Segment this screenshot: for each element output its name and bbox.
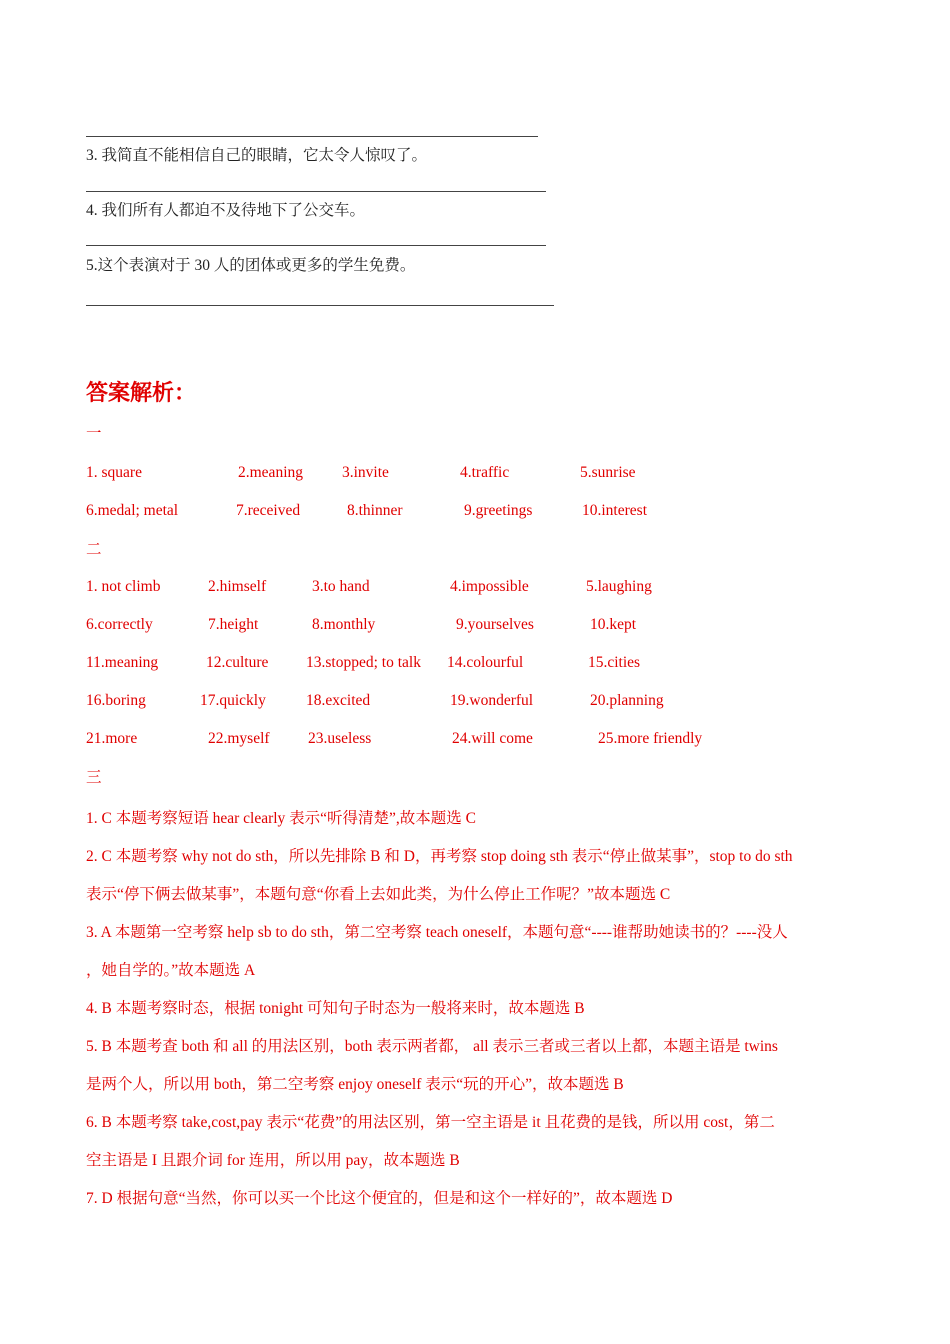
explanation-line: 2. C 本题考察 why not do sth，所以先排除 B 和 D，再考察 stop doing sth 表示“停止做某事”，stop to do sth — [86, 848, 793, 865]
answer-item: 11.meaning — [86, 654, 159, 671]
explanation-line: 3. A 本题第一空考察 help sb to do sth，第二空考察 teach oneself，本题句意“----谁帮助她读书的？----没人 — [86, 924, 788, 941]
answer-item: 22.myself — [208, 730, 270, 747]
answer-item: 24.will come — [452, 730, 533, 747]
explanation-line: 表示“停下俩去做某事”，本题句意“你看上去如此类，为什么停止工作呢？”故本题选 C — [86, 886, 671, 903]
answer-item: 14.colourful — [447, 654, 524, 671]
answer-item: 6.medal; metal — [86, 502, 179, 519]
answer-blank-line — [86, 245, 546, 246]
answer-item: 8.thinner — [347, 502, 403, 519]
answer-item: 5.laughing — [586, 578, 652, 595]
sentence-5: 5.这个表演对于 30 人的团体或更多的学生免费。 — [86, 257, 416, 274]
explanation-line: 空主语是 I 且跟介词 for 连用，所以用 pay，故本题选 B — [86, 1152, 460, 1169]
explanation-line: 7. D 根据句意“当然，你可以买一个比这个便宜的，但是和这个一样好的”，故本题选 D — [86, 1190, 673, 1207]
answer-item: 13.stopped; to talk — [306, 654, 421, 671]
answer-item: 8.monthly — [312, 616, 376, 633]
explanation-line: ，她自学的。”故本题选 A — [86, 962, 256, 979]
answer-item: 21.more — [86, 730, 138, 747]
answer-item: 5.sunrise — [580, 464, 636, 481]
answer-item: 10.kept — [590, 616, 637, 633]
answer-item: 2.himself — [208, 578, 267, 595]
answer-item: 10.interest — [582, 502, 647, 519]
sentence-3: 3. 我简直不能相信自己的眼睛，它太令人惊叹了。 — [86, 147, 428, 164]
answer-item: 4.impossible — [450, 578, 529, 595]
answer-item: 23.useless — [308, 730, 372, 747]
answer-item: 17.quickly — [200, 692, 266, 709]
explanation-line: 1. C 本题考察短语 hear clearly 表示“听得清楚”,故本题选 C — [86, 810, 477, 827]
answer-item: 20.planning — [590, 692, 664, 709]
answer-item: 9.greetings — [464, 502, 533, 519]
answer-item: 12.culture — [206, 654, 269, 671]
section-label-2: 二 — [86, 541, 102, 558]
answer-item: 7.received — [236, 502, 301, 519]
answer-item: 2.meaning — [238, 464, 303, 481]
explanation-line: 4. B 本题考察时态，根据 tonight 可知句子时态为一般将来时，故本题选 B — [86, 1000, 585, 1017]
answers-title: 答案解析： — [86, 381, 197, 406]
answer-item: 15.cities — [588, 654, 641, 671]
answer-item: 25.more friendly — [598, 730, 703, 747]
answer-item: 6.correctly — [86, 616, 153, 633]
answer-item: 19.wonderful — [450, 692, 534, 709]
answer-item: 16.boring — [86, 692, 146, 709]
answer-blank-line — [86, 305, 554, 306]
answer-blank-line — [86, 191, 546, 192]
answer-item: 9.yourselves — [456, 616, 534, 633]
explanation-line: 5. B 本题考查 both 和 all 的用法区别，both 表示两者都， all 表示三者或三者以上都，本题主语是 twins — [86, 1038, 778, 1055]
explanation-line: 6. B 本题考察 take,cost,pay 表示“花费”的用法区别，第一空主语是 it 且花费的是钱，所以用 cost，第二 — [86, 1114, 775, 1131]
section-label-3: 三 — [86, 769, 102, 786]
answer-item: 4.traffic — [460, 464, 510, 481]
sentence-4: 4. 我们所有人都迫不及待地下了公交车。 — [86, 202, 366, 219]
answer-item: 3.invite — [342, 464, 389, 481]
answer-blank-line — [86, 136, 538, 137]
answer-item: 1. not climb — [86, 578, 161, 595]
answer-item: 18.excited — [306, 692, 371, 709]
explanation-line: 是两个人，所以用 both，第二空考察 enjoy oneself 表示“玩的开心”，故本题选 B — [86, 1076, 624, 1093]
section-label-1: 一 — [86, 425, 102, 442]
answer-item: 3.to hand — [312, 578, 370, 595]
answer-item: 1. square — [86, 464, 142, 481]
answer-item: 7.height — [208, 616, 259, 633]
